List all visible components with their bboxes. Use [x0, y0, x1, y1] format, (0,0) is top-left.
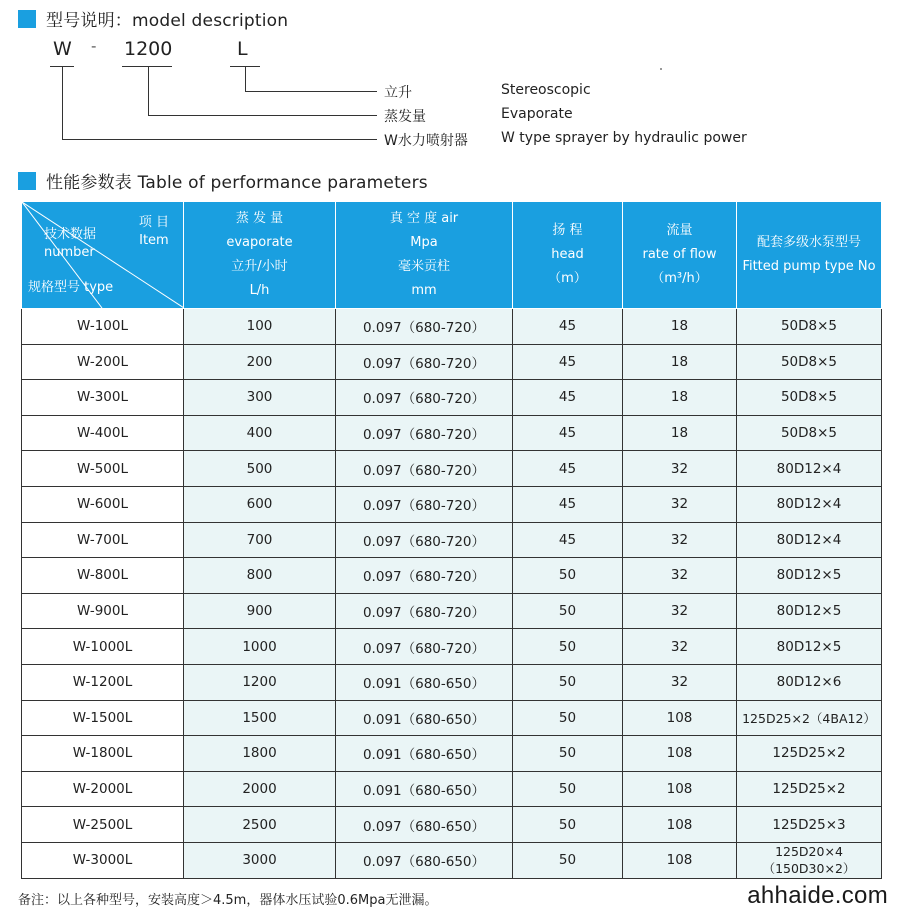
cell-evaporate: 800	[184, 558, 336, 594]
cell-pump: 80D12×5	[737, 629, 882, 665]
cell-pump: 125D20×4（150D30×2）	[737, 842, 882, 878]
cell-vacuum: 0.097（680-720）	[336, 344, 513, 380]
cell-flow: 108	[623, 700, 737, 736]
cell-vacuum: 0.091（680-650）	[336, 771, 513, 807]
cell-head: 45	[513, 451, 623, 487]
cell-model: W-2000L	[22, 771, 184, 807]
section-marker-icon	[18, 10, 36, 28]
header-item-cn: 项 目	[138, 215, 169, 230]
cell-flow: 32	[623, 664, 737, 700]
table-row	[22, 486, 882, 522]
connector-1200-horizontal	[148, 115, 377, 116]
cell-evaporate: 100	[184, 309, 336, 345]
header-head-unit: （m）	[548, 271, 587, 286]
header-evaporate-unit: L/h	[249, 283, 270, 298]
cell-head: 50	[513, 736, 623, 772]
cell-model: W-300L	[22, 380, 184, 416]
cell-evaporate: 900	[184, 593, 336, 629]
cell-head: 45	[513, 344, 623, 380]
cell-model: W-1200L	[22, 664, 184, 700]
table-header-row	[22, 202, 882, 309]
cell-vacuum: 0.091（680-650）	[336, 700, 513, 736]
performance-table-title: 性能参数表 Table of performance parameters	[46, 173, 428, 193]
cell-flow: 18	[623, 309, 737, 345]
code-part-1200: 1200	[124, 38, 173, 60]
cell-pump: 80D12×5	[737, 558, 882, 594]
cell-model: W-800L	[22, 558, 184, 594]
cell-evaporate: 2500	[184, 807, 336, 843]
header-vacuum-cn: 真 空 度 air	[389, 211, 459, 226]
cell-evaporate: 2000	[184, 771, 336, 807]
cell-vacuum: 0.097（680-720）	[336, 486, 513, 522]
cell-pump: 125D25×2	[737, 736, 882, 772]
table-row	[22, 558, 882, 594]
table-row	[22, 415, 882, 451]
cell-head: 50	[513, 807, 623, 843]
cell-model: W-2500L	[22, 807, 184, 843]
cell-head: 50	[513, 664, 623, 700]
cell-flow: 32	[623, 558, 737, 594]
header-tech-label	[44, 226, 96, 262]
cell-vacuum: 0.097（680-720）	[336, 380, 513, 416]
cell-pump: 80D12×5	[737, 593, 882, 629]
cell-head: 50	[513, 842, 623, 878]
header-item-label	[139, 214, 169, 250]
header-pump	[737, 202, 882, 309]
cell-flow: 108	[623, 771, 737, 807]
header-vacuum-mpa: Mpa	[410, 235, 438, 250]
cell-vacuum: 0.097（680-720）	[336, 309, 513, 345]
header-head	[513, 202, 623, 309]
cell-evaporate: 3000	[184, 842, 336, 878]
cell-vacuum: 0.097（680-720）	[336, 451, 513, 487]
header-flow-en: rate of flow	[642, 247, 717, 262]
cell-flow: 108	[623, 736, 737, 772]
table-row	[22, 593, 882, 629]
stray-dot	[660, 68, 662, 70]
table-row	[22, 807, 882, 843]
table-row	[22, 309, 882, 345]
table-row	[22, 736, 882, 772]
code-part-w: W	[53, 38, 72, 60]
cell-pump: 50D8×5	[737, 309, 882, 345]
cell-evaporate: 700	[184, 522, 336, 558]
cell-vacuum: 0.097（680-720）	[336, 629, 513, 665]
cell-model: W-400L	[22, 415, 184, 451]
table-row	[22, 700, 882, 736]
footnote: 备注：以上各种型号，安装高度＞4.5m，器体水压试验0.6Mpa无泄漏。	[18, 893, 438, 908]
header-flow	[623, 202, 737, 309]
cell-model: W-1500L	[22, 700, 184, 736]
desc-en-stereoscopic: Stereoscopic	[501, 82, 591, 98]
cell-head: 50	[513, 558, 623, 594]
performance-table	[21, 201, 882, 879]
table-row	[22, 664, 882, 700]
cell-head: 50	[513, 629, 623, 665]
cell-model: W-100L	[22, 309, 184, 345]
table-row	[22, 629, 882, 665]
header-item-en: Item	[139, 233, 169, 248]
cell-evaporate: 600	[184, 486, 336, 522]
header-evaporate-unit-cn: 立升/小时	[231, 259, 288, 274]
cell-model: W-1800L	[22, 736, 184, 772]
header-pump-cn: 配套多级水泵型号	[756, 235, 861, 250]
cell-flow: 32	[623, 629, 737, 665]
cell-pump: 125D25×2（4BA12）	[737, 700, 882, 736]
table-row	[22, 344, 882, 380]
cell-evaporate: 500	[184, 451, 336, 487]
header-evaporate-en: evaporate	[226, 235, 293, 250]
cell-vacuum: 0.097（680-720）	[336, 522, 513, 558]
code-part-l: L	[237, 38, 248, 60]
header-evaporate	[184, 202, 336, 309]
connector-l-horizontal	[245, 91, 377, 92]
cell-evaporate: 1000	[184, 629, 336, 665]
cell-flow: 32	[623, 451, 737, 487]
header-head-cn: 扬 程	[552, 223, 583, 238]
desc-cn-stereoscopic: 立升	[384, 85, 412, 101]
cell-pump: 80D12×4	[737, 451, 882, 487]
connector-w-vertical	[62, 67, 63, 139]
cell-evaporate: 400	[184, 415, 336, 451]
table-row	[22, 842, 882, 878]
cell-pump: 50D8×5	[737, 344, 882, 380]
cell-model: W-900L	[22, 593, 184, 629]
cell-evaporate: 1800	[184, 736, 336, 772]
cell-vacuum: 0.097（680-720）	[336, 558, 513, 594]
cell-head: 45	[513, 380, 623, 416]
cell-head: 45	[513, 415, 623, 451]
cell-head: 50	[513, 593, 623, 629]
code-part-dash: -	[91, 37, 97, 55]
cell-head: 45	[513, 309, 623, 345]
watermark: ahhaide.com	[747, 882, 888, 909]
header-tech-cn: 技术数据	[44, 227, 97, 242]
desc-cn-sprayer: W水力喷射器	[384, 133, 468, 149]
cell-evaporate: 200	[184, 344, 336, 380]
cell-vacuum: 0.097（680-650）	[336, 842, 513, 878]
header-vacuum	[336, 202, 513, 309]
desc-en-evaporate: Evaporate	[501, 106, 573, 122]
header-flow-unit: （m³/h）	[651, 271, 708, 286]
cell-vacuum: 0.097（680-720）	[336, 593, 513, 629]
header-type-label: 规格型号 type	[28, 280, 114, 295]
header-flow-cn: 流量	[666, 223, 693, 238]
desc-cn-evaporate: 蒸发量	[384, 109, 426, 125]
table-row	[22, 380, 882, 416]
cell-model: W-500L	[22, 451, 184, 487]
table-row	[22, 771, 882, 807]
model-description-title: 型号说明：model description	[46, 11, 289, 31]
connector-l-vertical	[245, 67, 246, 91]
cell-vacuum: 0.091（680-650）	[336, 736, 513, 772]
header-diagonal-cell	[22, 202, 184, 309]
header-evaporate-cn: 蒸 发 量	[235, 211, 284, 226]
cell-pump: 125D25×2	[737, 771, 882, 807]
cell-pump: 50D8×5	[737, 380, 882, 416]
header-vacuum-unit-cn: 毫米贡柱	[397, 259, 450, 274]
cell-model: W-200L	[22, 344, 184, 380]
cell-pump: 80D12×4	[737, 486, 882, 522]
cell-pump: 50D8×5	[737, 415, 882, 451]
cell-head: 50	[513, 700, 623, 736]
cell-model: W-700L	[22, 522, 184, 558]
cell-pump: 80D12×6	[737, 664, 882, 700]
cell-head: 45	[513, 486, 623, 522]
cell-vacuum: 0.091（680-650）	[336, 664, 513, 700]
model-description-heading	[18, 6, 288, 31]
cell-flow: 18	[623, 344, 737, 380]
section-marker-icon	[18, 172, 36, 190]
header-tech-en: number	[44, 245, 95, 260]
cell-model: W-600L	[22, 486, 184, 522]
cell-head: 45	[513, 522, 623, 558]
cell-flow: 108	[623, 842, 737, 878]
cell-vacuum: 0.097（680-720）	[336, 415, 513, 451]
cell-pump: 125D25×3	[737, 807, 882, 843]
table-row	[22, 451, 882, 487]
cell-flow: 18	[623, 380, 737, 416]
cell-model: W-3000L	[22, 842, 184, 878]
cell-evaporate: 1200	[184, 664, 336, 700]
cell-flow: 32	[623, 593, 737, 629]
desc-en-sprayer: W type sprayer by hydraulic power	[501, 130, 747, 146]
cell-pump: 80D12×4	[737, 522, 882, 558]
table-row	[22, 522, 882, 558]
performance-table-heading	[18, 168, 428, 193]
cell-flow: 32	[623, 486, 737, 522]
cell-vacuum: 0.097（680-650）	[336, 807, 513, 843]
cell-evaporate: 300	[184, 380, 336, 416]
header-head-en: head	[551, 247, 584, 262]
cell-model: W-1000L	[22, 629, 184, 665]
header-pump-en: Fitted pump type No	[742, 259, 876, 274]
cell-flow: 32	[623, 522, 737, 558]
connector-1200-vertical	[148, 67, 149, 115]
cell-flow: 108	[623, 807, 737, 843]
header-vacuum-unit: mm	[411, 283, 437, 298]
cell-flow: 18	[623, 415, 737, 451]
cell-evaporate: 1500	[184, 700, 336, 736]
connector-w-horizontal	[62, 139, 377, 140]
cell-head: 50	[513, 771, 623, 807]
table-body	[22, 309, 882, 879]
underline-1200	[122, 66, 172, 67]
